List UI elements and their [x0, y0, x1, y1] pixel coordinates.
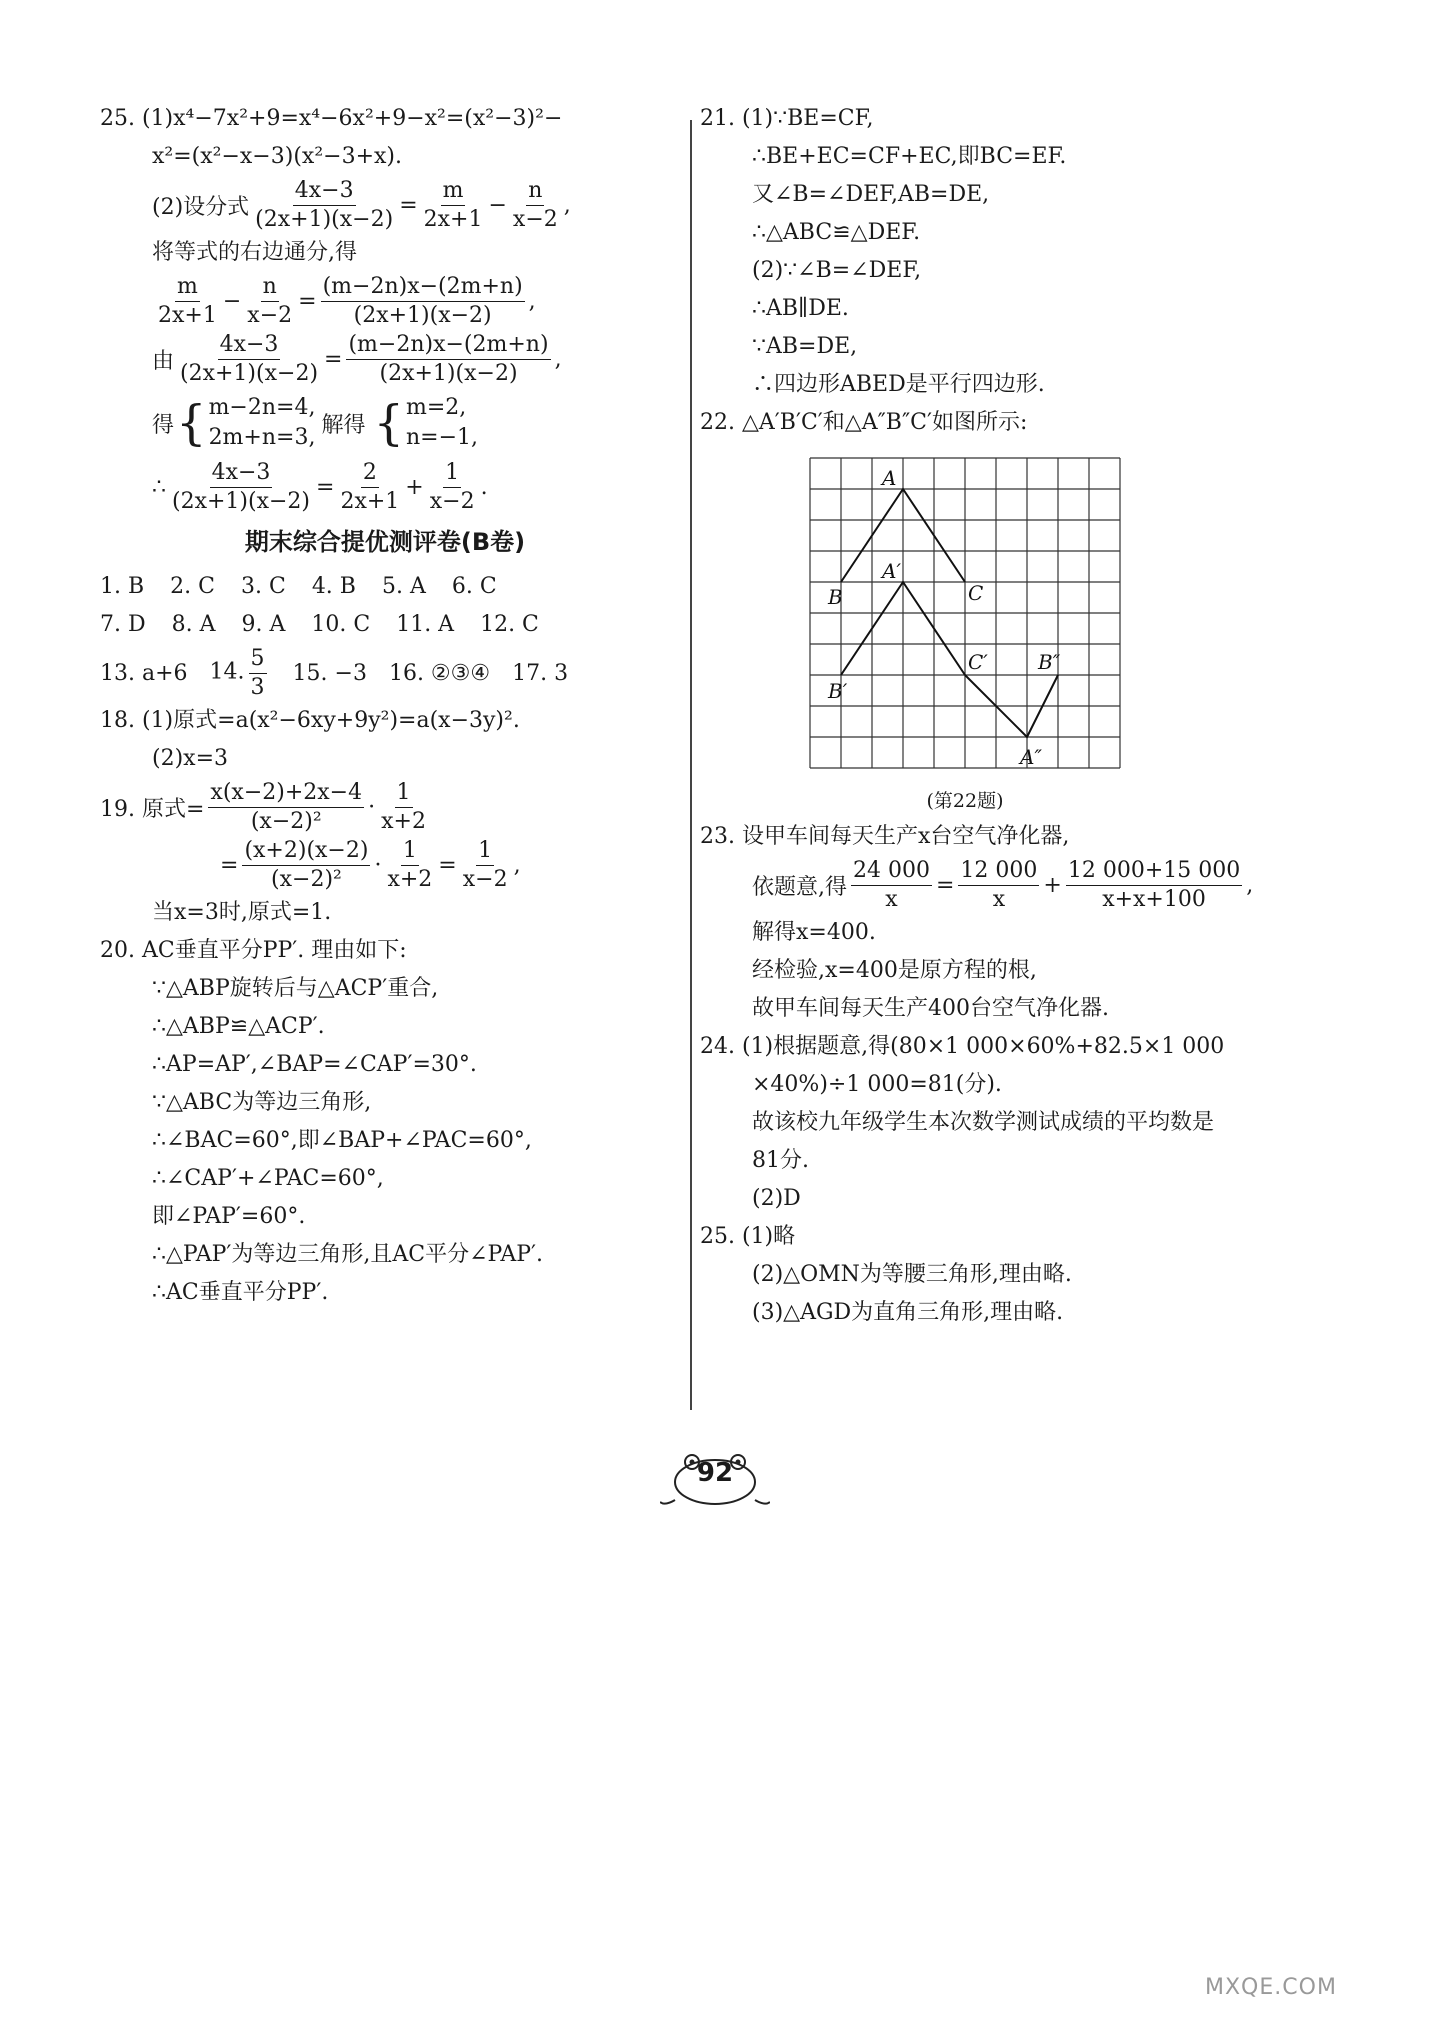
operator: = — [220, 852, 239, 878]
q24-line: (2)D — [752, 1186, 801, 1211]
operator: − — [488, 192, 507, 218]
q25-right-line: 25. (1)略 — [700, 1224, 796, 1249]
q19-line3: 当x=3时,原式=1. — [152, 900, 332, 925]
answer: 3. C — [240, 574, 286, 599]
numerator: 4x−3 — [218, 333, 281, 359]
answer: 9. A — [241, 612, 286, 637]
numerator: n — [526, 179, 544, 205]
fraction — [385, 839, 434, 890]
q21-line: 21. (1)∵BE=CF, — [700, 106, 874, 131]
denominator: (2x+1)(x−2) — [379, 360, 518, 386]
q20-line: ∴∠BAC=60°,即∠BAP+∠PAC=60°, — [152, 1128, 532, 1153]
denominator: (2x+1)(x−2) — [255, 206, 394, 232]
punct: , — [563, 192, 571, 218]
fraction — [958, 859, 1039, 910]
numerator: 4x−3 — [293, 179, 356, 205]
operator: + — [1043, 872, 1062, 898]
numerator: (m−2n)x−(2m+n) — [321, 275, 525, 301]
operator: = — [316, 474, 335, 500]
operator: = — [438, 852, 457, 878]
fraction — [249, 647, 267, 698]
numerator: 12 000+15 000 — [1066, 859, 1242, 885]
denominator: 3 — [250, 674, 265, 700]
q25-line4: 将等式的右边通分,得 — [152, 240, 357, 265]
grid-figure — [800, 448, 1310, 784]
answer: 7. D — [100, 612, 146, 637]
fraction — [1066, 859, 1242, 910]
fraction — [379, 781, 428, 832]
fraction — [156, 275, 219, 326]
fraction — [346, 333, 550, 384]
numerator: m — [175, 275, 200, 301]
fraction — [178, 333, 320, 384]
q18-line2: (2)x=3 — [152, 746, 229, 771]
figure-caption: (第22题) — [926, 790, 1004, 812]
denominator: x−2 — [512, 206, 558, 232]
answer: 13. a+6 — [100, 660, 188, 686]
answer: 4. B — [311, 574, 356, 599]
denominator: (2x+1)(x−2) — [353, 302, 492, 328]
q23-line1: 23. 设甲车间每天生产x台空气净化器, — [700, 824, 1070, 849]
operator: − — [222, 288, 242, 314]
q20-line: 即∠PAP′=60°. — [152, 1204, 306, 1229]
brace: { — [176, 395, 207, 451]
numerator: 2 — [361, 461, 379, 487]
text: ∴ — [152, 474, 166, 500]
label-a: A — [882, 466, 897, 490]
q23-line3: 解得x=400. — [752, 920, 876, 945]
denominator: x−2 — [462, 866, 508, 892]
label-b-prime: B′ — [828, 679, 848, 703]
denominator: x — [992, 886, 1006, 912]
equation: 2m+n=3, — [208, 425, 316, 450]
q18-line1: 18. (1)原式=a(x²−6xy+9y²)=a(x−3y)². — [100, 708, 520, 733]
denominator: (x−2)² — [250, 808, 322, 834]
text: 19. 原式= — [100, 796, 205, 822]
answer: 1. B — [100, 574, 145, 599]
q20-line: ∵△ABP旋转后与△ACP′重合, — [152, 976, 439, 1001]
answers-row-3 — [100, 644, 670, 702]
answer: 17. 3 — [512, 660, 569, 686]
equation-system — [406, 393, 478, 453]
fraction — [422, 179, 485, 230]
fraction — [461, 839, 510, 890]
numerator: 1 — [443, 461, 461, 487]
q20-line: ∴AC垂直平分PP′. — [152, 1280, 329, 1305]
q20-line: ∵△ABC为等边三角形, — [152, 1090, 372, 1115]
fraction — [511, 179, 560, 230]
column-divider — [690, 120, 692, 1410]
grid-diagram — [800, 448, 1130, 778]
q20-line: 20. AC垂直平分PP′. 理由如下: — [100, 938, 407, 963]
page-number-badge — [660, 1450, 770, 1510]
fraction — [851, 859, 932, 910]
punct: , — [1246, 872, 1254, 898]
q25-line5 — [100, 272, 670, 330]
q25-line3 — [100, 176, 670, 234]
fraction — [208, 781, 364, 832]
denominator: x−2 — [247, 302, 293, 328]
label-c: C — [968, 581, 984, 605]
denominator: (2x+1)(x−2) — [172, 488, 311, 514]
q21-line: 又∠B=∠DEF,AB=DE, — [752, 182, 990, 207]
q25-line8 — [100, 458, 670, 516]
punct: , — [513, 852, 521, 878]
text: 解得 — [321, 412, 366, 438]
section-title: 期末综合提优测评卷(B卷) — [244, 528, 526, 556]
q25-line7 — [100, 388, 670, 458]
equation: n=−1, — [406, 425, 479, 450]
text: (2)设分式 — [152, 194, 250, 220]
q20-line: ∴△PAP′为等边三角形,且AC平分∠PAP′. — [152, 1242, 543, 1267]
denominator: 2x+1 — [423, 206, 483, 232]
equation-system — [209, 393, 316, 453]
q24-line: 81分. — [752, 1148, 809, 1173]
numerator: 1 — [401, 839, 419, 865]
q25-right-line: (3)△AGD为直角三角形,理由略. — [752, 1300, 1064, 1325]
q23-line5: 故甲车间每天生产400台空气净化器. — [752, 996, 1109, 1021]
right-column — [700, 100, 1310, 1332]
numerator: 1 — [395, 781, 413, 807]
text: 依题意,得 — [752, 874, 847, 900]
grid-lines — [810, 458, 1120, 768]
q21-line: ∵AB=DE, — [752, 334, 858, 359]
q21-line: ∴△ABC≌△DEF. — [752, 220, 921, 245]
operator: · — [374, 852, 382, 878]
answer: 11. A — [396, 612, 455, 637]
label-a-prime: A′ — [882, 559, 901, 583]
punct: , — [528, 288, 536, 314]
equation: m=2, — [406, 395, 467, 420]
q23-line2 — [700, 856, 1310, 914]
label-b-double-prime: B″ — [1038, 650, 1061, 674]
watermark-text: MXQE.COM — [1205, 1975, 1337, 2000]
numerator: 24 000 — [851, 859, 932, 885]
denominator: x+x+100 — [1102, 886, 1206, 912]
numerator: m — [441, 179, 466, 205]
equation: m−2n=4, — [208, 395, 316, 420]
denominator: (2x+1)(x−2) — [180, 360, 319, 386]
answer: 10. C — [311, 612, 371, 637]
answer — [210, 647, 271, 698]
answer-number: 14. — [209, 660, 245, 685]
q21-line: (2)∵∠B=∠DEF, — [752, 258, 922, 283]
text: 由 — [152, 348, 175, 374]
q21-line: ∴四边形ABED是平行四边形. — [752, 372, 1045, 397]
operator: = — [298, 288, 317, 314]
operator: = — [324, 346, 343, 372]
answer: 6. C — [451, 574, 497, 599]
text: 得 — [152, 412, 175, 438]
label-b: B — [828, 585, 843, 609]
q24-line: ×40%)÷1 000=81(分). — [752, 1072, 1002, 1097]
fraction — [170, 461, 312, 512]
q21-line: ∴AB∥DE. — [752, 296, 849, 321]
q25-line6 — [100, 330, 670, 388]
operator: + — [405, 474, 424, 500]
q19-line2 — [100, 836, 670, 894]
label-c-prime: C′ — [968, 650, 988, 674]
left-column — [100, 100, 670, 1312]
fraction — [242, 839, 370, 890]
q24-line: 24. (1)根据题意,得(80×1 000×60%+82.5×1 000 — [700, 1034, 1225, 1059]
q24-line: 故该校九年级学生本次数学测试成绩的平均数是 — [752, 1110, 1215, 1135]
fraction — [245, 275, 294, 326]
numerator: n — [261, 275, 279, 301]
answers-row-1 — [100, 568, 670, 606]
denominator: 2x+1 — [340, 488, 400, 514]
numerator: 4x−3 — [210, 461, 273, 487]
answer: 2. C — [170, 574, 215, 599]
operator: = — [935, 872, 955, 898]
denominator: x+2 — [387, 866, 433, 892]
q23-line4: 经检验,x=400是原方程的根, — [752, 958, 1037, 983]
answer: 5. A — [381, 574, 426, 599]
numerator: 5 — [249, 647, 267, 673]
punct: , — [554, 346, 562, 372]
q25-line2: x²=(x²−x−3)(x²−3+x). — [152, 144, 402, 169]
q22-line: 22. △A′B′C′和△A″B″C′如图所示: — [700, 410, 1028, 435]
denominator: x+2 — [381, 808, 426, 834]
numerator: (m−2n)x−(2m+n) — [346, 333, 550, 359]
answer: 15. −3 — [292, 660, 367, 686]
fraction — [321, 275, 525, 326]
answer: 8. A — [171, 612, 216, 637]
answer: 12. C — [480, 612, 539, 637]
q19-line1 — [100, 778, 670, 836]
numerator: 1 — [476, 839, 494, 865]
punct: . — [480, 474, 488, 500]
q20-line: ∴∠CAP′+∠PAC=60°, — [152, 1166, 384, 1191]
numerator: (x+2)(x−2) — [242, 839, 370, 865]
numerator: 12 000 — [958, 859, 1039, 885]
operator: = — [399, 192, 418, 218]
fraction — [338, 461, 401, 512]
q20-line: ∴△ABP≌△ACP′. — [152, 1014, 325, 1039]
denominator: x — [885, 886, 898, 912]
denominator: (x−2)² — [271, 866, 342, 892]
q25-line1: 25. (1)x⁴−7x²+9=x⁴−6x²+9−x²=(x²−3)²− — [100, 106, 563, 131]
q20-line: ∴AP=AP′,∠BAP=∠CAP′=30°. — [152, 1052, 477, 1077]
operator: · — [368, 794, 376, 820]
fraction — [428, 461, 477, 512]
q25-right-line: (2)△OMN为等腰三角形,理由略. — [752, 1262, 1072, 1287]
numerator: x(x−2)+2x−4 — [208, 781, 364, 807]
denominator: 2x+1 — [158, 302, 217, 328]
label-a-double-prime: A″ — [1020, 745, 1042, 769]
answers-row-2 — [100, 606, 670, 644]
fraction — [253, 179, 395, 230]
denominator: x−2 — [429, 488, 475, 514]
brace: { — [373, 395, 405, 451]
page-number: 92 — [696, 1458, 734, 1488]
answer: 16. ②③④ — [388, 660, 491, 686]
q21-line: ∴BE+EC=CF+EC,即BC=EF. — [752, 144, 1067, 169]
